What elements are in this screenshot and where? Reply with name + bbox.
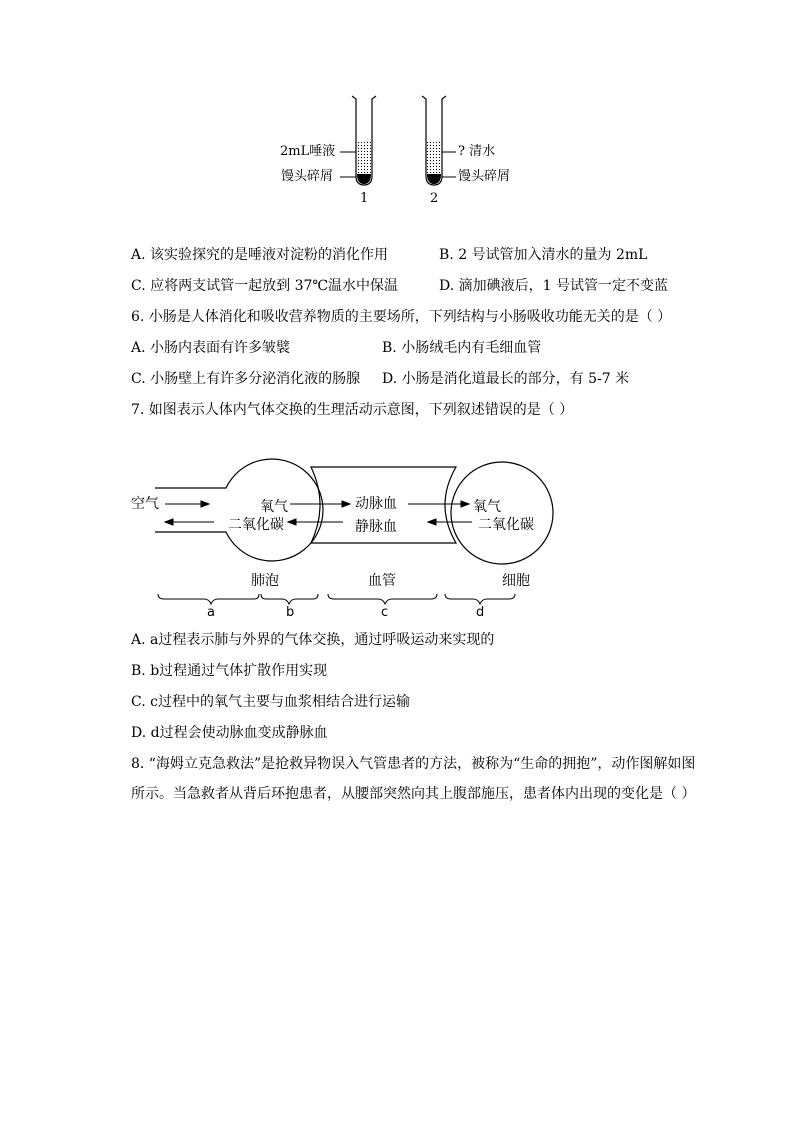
alveolus-label: 肺泡 [251,573,279,589]
process-d-label: d [476,605,485,620]
cell-label: 细胞 [502,573,530,589]
venous-blood-label: 静脉血 [355,519,397,535]
cell-shape [451,462,553,564]
q5-option-c[interactable]: C. 应将两支试管一起放到 37℃温水中保温 [131,278,399,294]
q7-option-c[interactable]: C. c过程中的氧气主要与血浆相结合进行运输 [131,694,410,710]
blood-vessel-label: 血管 [368,573,396,589]
q6-option-a[interactable]: A. 小肠内表面有许多皱襞 [131,340,291,356]
q5-option-b[interactable]: B. 2 号试管加入清水的量为 2mL [439,247,648,263]
arterial-blood-label: 动脉血 [355,496,397,512]
tube1-number: 1 [360,191,369,206]
q7-option-d[interactable]: D. d过程会使动脉血变成静脉血 [131,725,328,741]
process-c-label: c [381,605,389,620]
tube2-number: 2 [430,191,439,206]
air-label: 空气 [131,496,159,512]
q8-stem: 8. “海姆立克急救法”是抢救异物误入气管患者的方法，被称为“生命的拥抱”，动作图解如图所示。当急救者从背后环抱患者，从腰部突然向其上腹部施压，患者体内出现的变化是（ ） [131,756,696,802]
q7-option-a[interactable]: A. a过程表示肺与外界的气体交换，通过呼吸运动来实现的 [131,632,495,648]
q5-option-d[interactable]: D. 滴加碘液后，1 号试管一定不变蓝 [439,278,668,294]
q6-option-c[interactable]: C. 小肠壁上有许多分泌消化液的肠腺 [131,371,361,387]
alveolus-co2-label: 二氧化碳 [228,517,284,533]
q7-stem: 7. 如图表示人体内气体交换的生理活动示意图，下列叙述错误的是（ ） [131,402,574,418]
alveolus-shape [155,459,323,561]
q5-option-a[interactable]: A. 该实验探究的是唾液对淀粉的消化作用 [131,247,389,263]
cell-oxygen-label: 氧气 [473,499,501,515]
q6-option-b[interactable]: B. 小肠绒毛内有毛细血管 [382,340,542,356]
tube2-water-label: ? 清水 [458,144,496,159]
tube2-bread-label: 馒头碎屑 [458,169,511,184]
q6-stem: 6. 小肠是人体消化和吸收营养物质的主要场所，下列结构与小肠吸收功能无关的是（ ） [131,309,672,325]
tube1-saliva-label: 2mL唾液 [280,144,336,159]
q6-option-d[interactable]: D. 小肠是消化道最长的部分，有 5-7 米 [382,371,630,387]
process-a-label: a [207,605,215,620]
q7-option-b[interactable]: B. b过程通过气体扩散作用实现 [131,663,328,679]
cell-co2-label: 二氧化碳 [478,517,534,533]
alveolus-oxygen-label: 氧气 [260,499,288,515]
tube1-bread-label: 馒头碎屑 [281,169,334,184]
process-b-label: b [286,605,295,620]
